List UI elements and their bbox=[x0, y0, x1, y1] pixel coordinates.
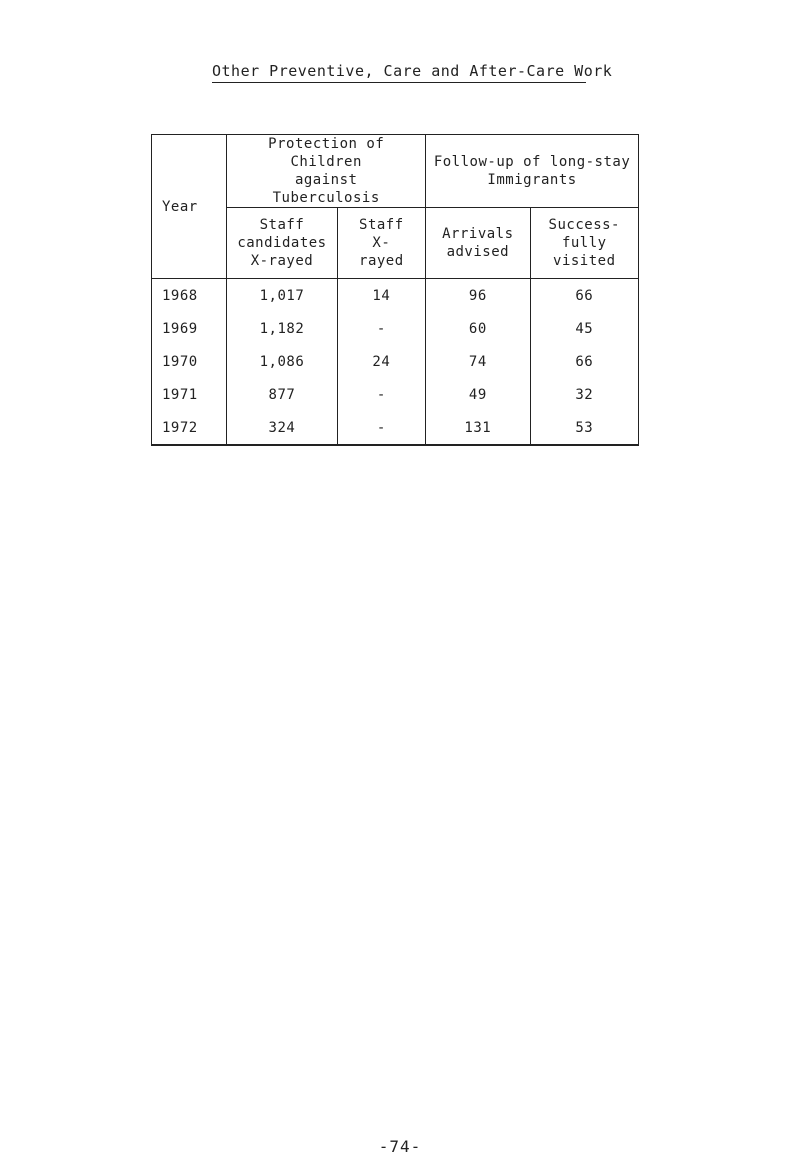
table-cell: 131 bbox=[426, 411, 530, 445]
year-cell: 1970 bbox=[152, 345, 227, 378]
table-row bbox=[152, 411, 639, 445]
table-cell: 1,182 bbox=[227, 312, 337, 345]
table-cell: 1,086 bbox=[227, 345, 337, 378]
page-title: Other Preventive, Care and After-Care Work bbox=[212, 62, 613, 80]
table-cell: 14 bbox=[337, 279, 426, 313]
table-cell: - bbox=[337, 411, 426, 445]
column-header: Success-fully visited bbox=[530, 208, 638, 279]
table-cell: 324 bbox=[227, 411, 337, 445]
table-cell: 877 bbox=[227, 378, 337, 411]
table-cell: 96 bbox=[426, 279, 530, 313]
title-underline bbox=[212, 82, 586, 83]
immigrants-followup-group-header: Follow-up of long-stay Immigrants bbox=[426, 135, 639, 208]
column-header: Staff X-rayed bbox=[337, 208, 426, 279]
table-cell: 32 bbox=[530, 378, 638, 411]
table-cell: 53 bbox=[530, 411, 638, 445]
year-cell: 1972 bbox=[152, 411, 227, 445]
table-cell: 24 bbox=[337, 345, 426, 378]
tb-protection-group-header: Protection of Children against Tuberculosis bbox=[227, 135, 426, 208]
year-cell: 1968 bbox=[152, 279, 227, 313]
table-row bbox=[152, 279, 639, 313]
table-cell: 45 bbox=[530, 312, 638, 345]
preventive-care-table bbox=[151, 134, 639, 446]
table-row bbox=[152, 312, 639, 345]
table-cell: - bbox=[337, 312, 426, 345]
table-cell: 66 bbox=[530, 279, 638, 313]
year-cell: 1971 bbox=[152, 378, 227, 411]
table-cell: 49 bbox=[426, 378, 530, 411]
column-header: Arrivals advised bbox=[426, 208, 530, 279]
page-number: -74- bbox=[378, 1137, 422, 1156]
table-cell: 60 bbox=[426, 312, 530, 345]
table-row bbox=[152, 378, 639, 411]
table-cell: 74 bbox=[426, 345, 530, 378]
table-cell: - bbox=[337, 378, 426, 411]
year-cell: 1969 bbox=[152, 312, 227, 345]
table-cell: 1,017 bbox=[227, 279, 337, 313]
table-cell: 66 bbox=[530, 345, 638, 378]
table-row bbox=[152, 345, 639, 378]
year-header: Year bbox=[152, 135, 227, 279]
column-header: Staff candidates X-rayed bbox=[227, 208, 337, 279]
